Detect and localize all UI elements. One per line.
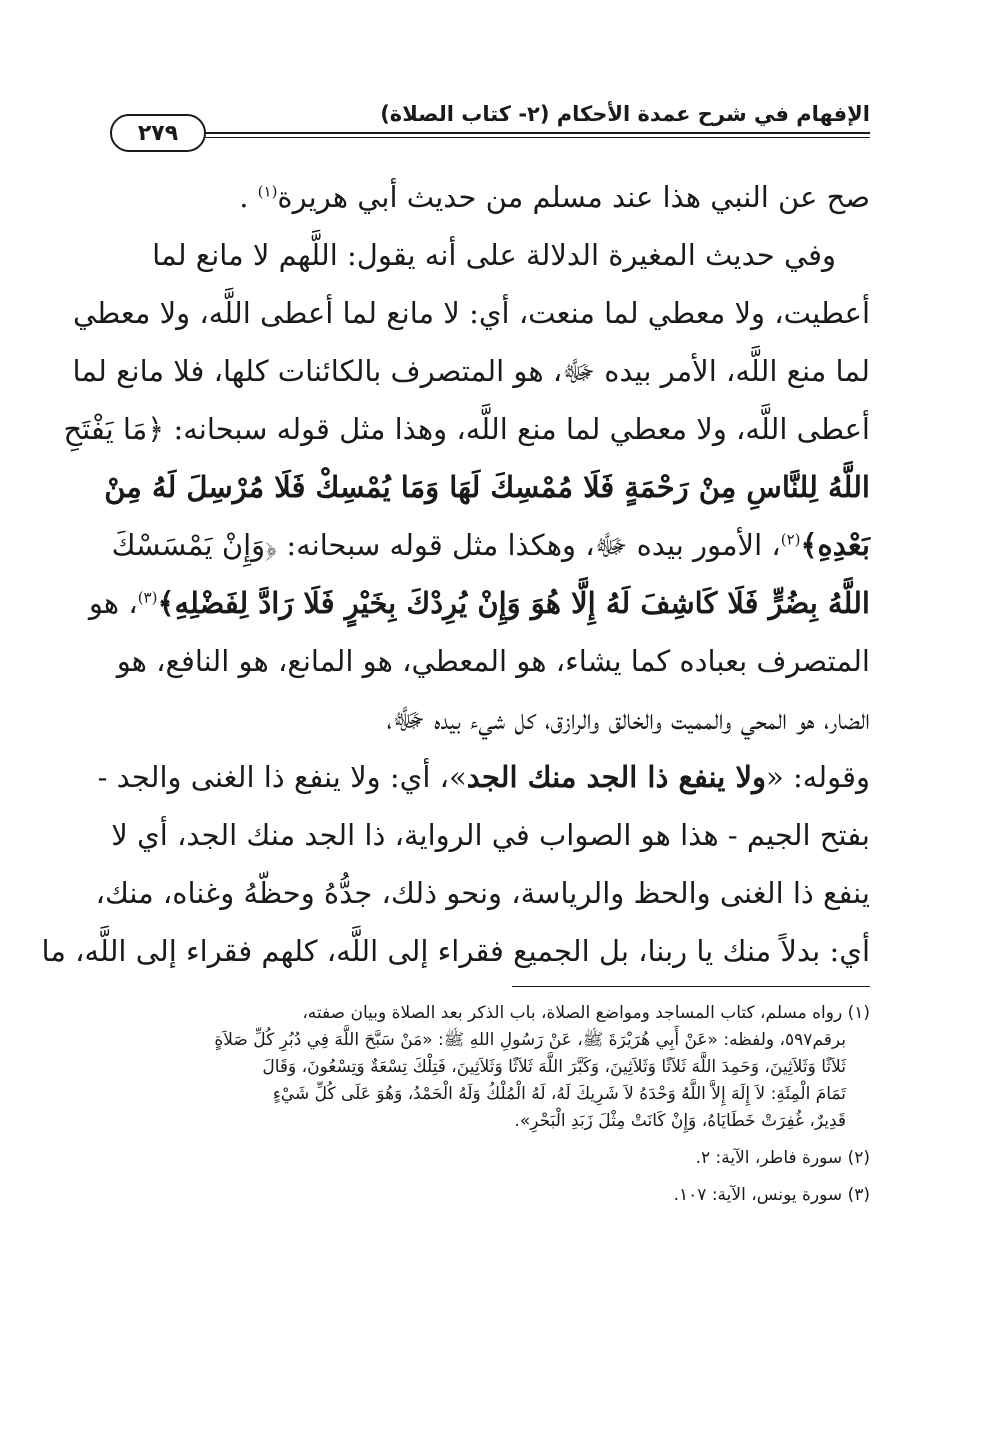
footnote-1-cont: تَمَامَ الْمِئَةِ: لاَ إِلَهَ إِلاَّ اللَّهُ وَحْدَهُ لاَ شَرِيكَ لَهُ، لَهُ الْمُلْكُ وَلَهُ الْحَمْدُ، وَهُوَ عَلَى كُلِّ شَيْءٍ — [272, 1084, 846, 1104]
text-line: أي: بدلاً منك يا ربنا، بل الجميع فقراء إلى اللَّه، كلهم فقراء إلى اللَّه، ما — [41, 934, 870, 968]
header-rule — [204, 132, 870, 138]
text-line: أعطى اللَّه، ولا معطي لما منع اللَّه، وهذا مثل قوله سبحانه: ﴿مَا يَفْتَحِ — [63, 412, 870, 446]
text-line: لما منع اللَّه، الأمر بيده ﷻ، هو المتصرف بالكائنات كلها، فلا مانع لما — [72, 354, 870, 388]
text-line: وفي حديث المغيرة الدلالة على أنه يقول: اللَّهم لا مانع لما — [152, 238, 836, 272]
text-line: اللَّهُ بِضُرٍّ فَلَا كَاشِفَ لَهُ إِلَّا هُوَ وَإِنْ يُرِدْكَ بِخَيْرٍ فَلَا رَادَّ لِفَضْلِهِ﴾$^{(٣)}$، هو — [88, 586, 870, 620]
footnotes — [110, 1000, 870, 1209]
page-header — [110, 102, 870, 154]
text-line: بَعْدِهِ﴾$^{(٢)}$، الأمور بيده ﷻ، وهكذا مثل قوله سبحانه: ﴿وَإِنْ يَمْسَسْكَ — [111, 528, 870, 562]
text-line: المتصرف بعباده كما يشاء، هو المعطي، هو المانع، هو النافع، هو — [116, 644, 870, 678]
footnote-1-cont: قَدِيرٌ، غُفِرَتْ خَطَايَاهُ، وَإِنْ كَانَتْ مِثْلَ زَبَدِ الْبَحْرِ». — [514, 1111, 846, 1131]
footnote-3: (٣) سورة يونس، الآية: ١٠٧. — [673, 1185, 870, 1205]
footnote-1-cont: ثَلاَثًا وَثَلاَثِينَ، وَحَمِدَ اللَّهَ ثَلاَثًا وَثَلاَثِينَ، وَكَبَّرَ اللَّهَ ثَلاَثًا وَثَلاَثِينَ، فَتِلْكَ تِسْعَةٌ وَتِسْعُونَ، وَقَالَ — [262, 1057, 846, 1077]
book-title: الإفهام في شرح عمدة الأحكام (٢- كتاب الصلاة) — [374, 102, 870, 126]
footnote-separator — [512, 986, 870, 987]
footnote-ref: (٣) — [137, 588, 158, 607]
text-line: صح عن النبي هذا عند مسلم من حديث أبي هريرة$^{(١)}$ . — [239, 180, 870, 214]
main-text — [41, 168, 870, 980]
text-line: ينفع ذا الغنى والحظ والرياسة، ونحو ذلك، جدُّهُ وحظّهُ وغناه، منك، — [95, 876, 870, 910]
text-line: الضار، هو المحي والمميت والخالق والرازق، كل شيء بيده ﷻ، — [386, 702, 870, 736]
footnote-1: (١) رواه مسلم، كتاب المساجد ومواضع الصلاة، باب الذكر بعد الصلاة وبيان صفته، — [302, 1003, 870, 1023]
footnote-ref: (١) — [257, 182, 278, 201]
footnote-2: (٢) سورة فاطر، الآية: ٢. — [695, 1148, 870, 1168]
quran-verse-line: اللَّهُ لِلنَّاسِ مِنْ رَحْمَةٍ فَلَا مُمْسِكَ لَهَا وَمَا يُمْسِكْ فَلَا مُرْسِلَ لَهُ مِنْ — [104, 470, 870, 504]
footnote-1-cont: برقم٥٩٧، ولفظه: «عَنْ أَبِي هُرَيْرَةَ ﷺ، عَنْ رَسُولِ اللهِ ﷺ: «مَنْ سَبَّحَ اللَّهَ فِي دُبُرِ كُلِّ صَلاَةٍ — [214, 1030, 846, 1050]
footnote-ref: (٢) — [780, 530, 801, 549]
hadith-quote: ولا ينفع ذا الجد منك الجد — [466, 760, 767, 794]
text-line: أعطيت، ولا معطي لما منعت، أي: لا مانع لما أعطى اللَّه، ولا معطي — [72, 296, 870, 330]
text-line: وقوله: «ولا ينفع ذا الجد منك الجد»، أي: ولا ينفع ذا الغنى والجد - — [97, 760, 870, 794]
page-number: ٢٧٩ — [110, 114, 206, 152]
text-line: بفتح الجيم - هذا هو الصواب في الرواية، ذا الجد منك الجد، أي لا — [111, 818, 870, 852]
